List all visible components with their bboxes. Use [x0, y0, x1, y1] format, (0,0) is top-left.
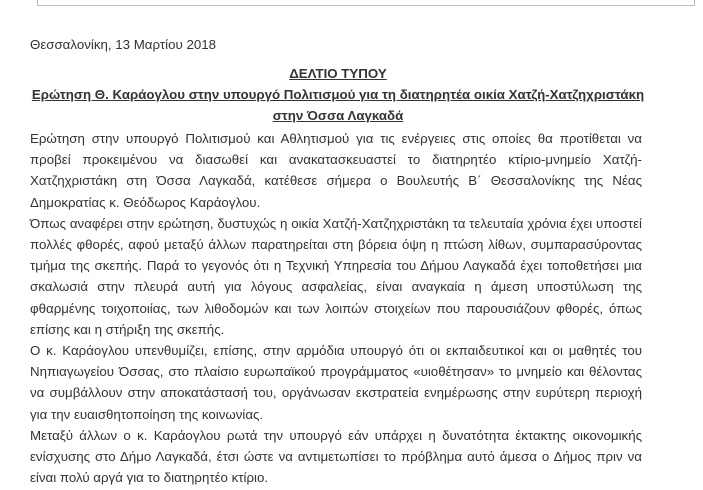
- press-release-title: ΔΕΛΤΙΟ ΤΥΠΟΥ: [289, 66, 387, 81]
- body-text: [30, 128, 642, 488]
- paragraph-2: Όπως αναφέρει στην ερώτηση, δυστυχώς η οικία Χατζή-Χατζηχριστάκη τα τελευταία χρόνια έχει υποστεί πολλές φθορές, αφού μεταξύ άλλων παρατηρείται στη βόρεια όψη η πτώση λίθων, συμπαρασύροντας τμήμα της σκεπής. Παρά το γεγονός ότι η Τεχνική Υπηρεσία του Δήμου Λαγκαδά έχει τοποθετήσει μια σκαλωσιά στην πλευρά αυτή για λόγους ασφαλείας, είναι αναγκαία η άμεση υποστύλωση της φθαρμένης τοιχοποιίας, των λιθοδομών και των λοιπών στοιχείων που παρουσιάζουν φθορές, όπως επίσης και η στήριξη της σκεπής.: [30, 215, 642, 337]
- paragraph-1: Ερώτηση στην υπουργό Πολιτισμού και Αθλητισμού για τις ενέργειες στις οποίες θα προτίθεται να προβεί προκειμένου να διασωθεί και ανακατασκευαστεί το διατηρητέο κτίριο-μνημείο Χατζή-Χατζηχριστάκη στη Όσσα Λαγκαδά, κατέθεσε σήμερα ο Βουλευτής Β΄ Θεσσαλονίκης της Νέας Δημοκρατίας κ. Θεόδωρος Καράογλου.: [30, 131, 642, 210]
- top-frame: [37, 0, 695, 6]
- paragraph-3: Ο κ. Καράογλου υπενθυμίζει, επίσης, στην αρμόδια υπουργό ότι οι εκπαιδευτικοί και οι μαθητές του Νηπιαγωγείου Όσσας, στο πλαίσιο ευρωπαϊκού προγράμματος «υιοθέτησαν» το μνημείο και θέλοντας να συμβάλλουν στην αποκατάστασή του, οργάνωσαν εκστρατεία ενημέρωσης στην ευρύτερη περιοχή για την ευαισθητοποίηση της κοινωνίας.: [30, 343, 642, 422]
- paragraph-4: Μεταξύ άλλων ο κ. Καράογλου ρωτά την υπουργό εάν υπάρχει η δυνατότητα έκτακτης οικονομικής ενίσχυσης στο Δήμο Λαγκαδά, έτσι ώστε να αντιμετωπίσει το πρόβλημα αυτό άμεσα ο Δήμος πριν να είναι πολύ αργά για το διατηρητέο κτίριο.: [30, 427, 642, 486]
- dateline: Θεσσαλονίκη, 13 Μαρτίου 2018: [30, 37, 217, 52]
- headline: Ερώτηση Θ. Καράογλου στην υπουργό Πολιτισμού για τη διατηρητέα οικία Χατζή-Χατζηχριστάκη στην Όσσα Λαγκαδά: [31, 87, 645, 123]
